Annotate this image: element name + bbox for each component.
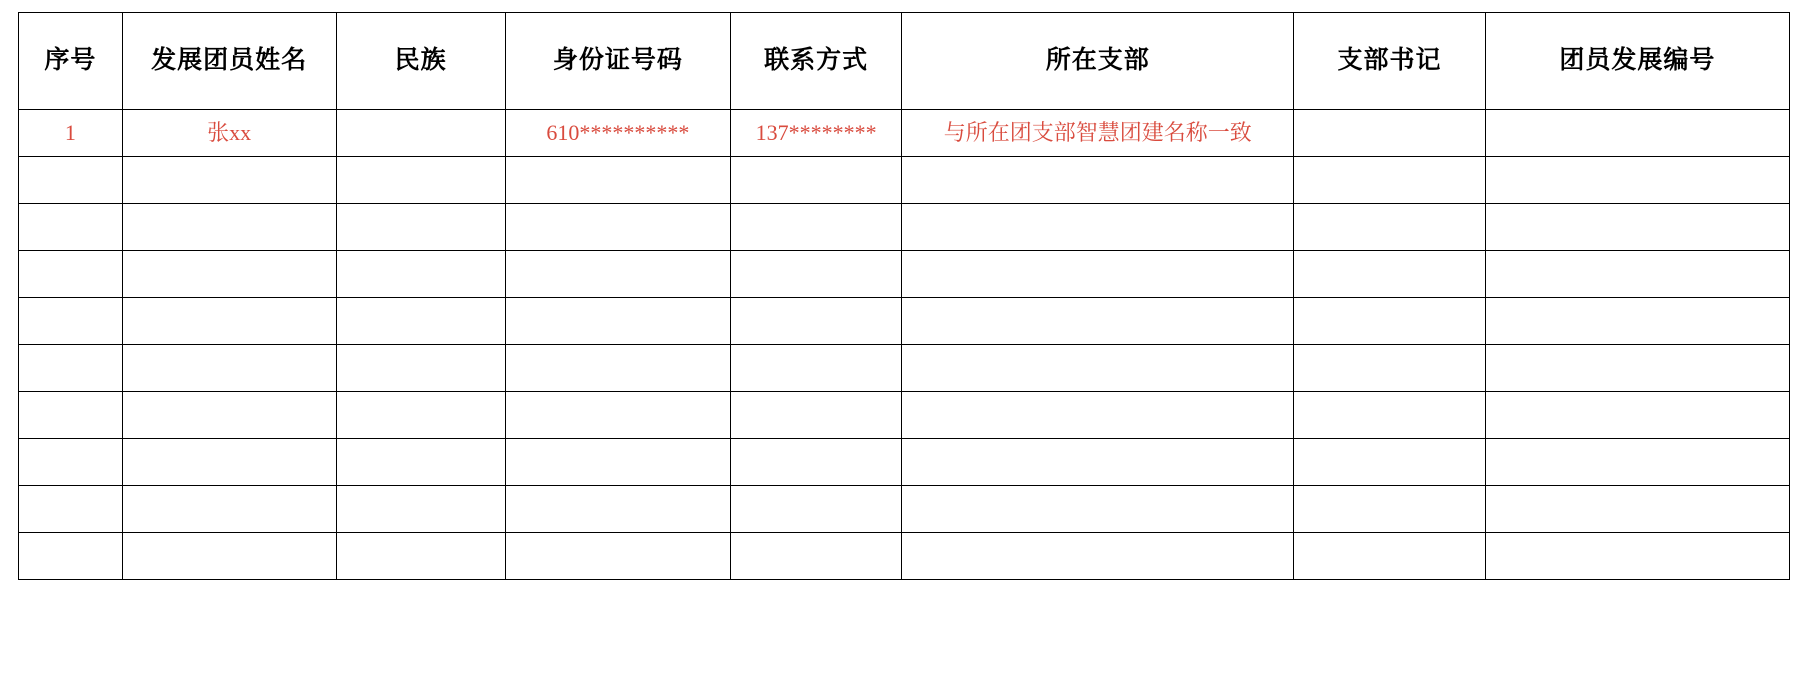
column-header-branch: 所在支部: [902, 13, 1294, 110]
member-development-roster-table: [18, 12, 1790, 580]
table-row: [19, 251, 1790, 298]
table-row: [19, 110, 1790, 157]
cell-branch-secretary: [1294, 204, 1486, 251]
cell-development-code: [1485, 486, 1789, 533]
cell-id-number: [505, 345, 730, 392]
cell-index: [19, 439, 123, 486]
cell-development-code: [1485, 204, 1789, 251]
cell-development-code: [1485, 533, 1789, 580]
cell-id-number: [505, 157, 730, 204]
table-body: [19, 13, 1790, 580]
cell-contact: [730, 392, 901, 439]
cell-index: [19, 204, 123, 251]
cell-contact: [730, 345, 901, 392]
table-row: [19, 204, 1790, 251]
cell-development-code: [1485, 345, 1789, 392]
cell-branch: [902, 251, 1294, 298]
cell-ethnicity: [336, 392, 505, 439]
cell-name: [122, 157, 336, 204]
column-header-contact: 联系方式: [730, 13, 901, 110]
cell-branch-secretary: [1294, 533, 1486, 580]
cell-ethnicity: [336, 439, 505, 486]
column-header-branch-secretary: 支部书记: [1294, 13, 1486, 110]
cell-id-number: [505, 439, 730, 486]
cell-id-number: [505, 392, 730, 439]
table-row: [19, 533, 1790, 580]
cell-contact: [730, 251, 901, 298]
cell-id-number: [505, 251, 730, 298]
cell-name: [122, 298, 336, 345]
cell-index: [19, 486, 123, 533]
cell-contact: [730, 439, 901, 486]
cell-development-code: [1485, 251, 1789, 298]
cell-index: [19, 157, 123, 204]
cell-development-code: [1485, 439, 1789, 486]
cell-ethnicity: [336, 157, 505, 204]
cell-id-number: 610**********: [505, 110, 730, 157]
cell-id-number: [505, 298, 730, 345]
table-row: [19, 439, 1790, 486]
cell-branch: [902, 486, 1294, 533]
cell-ethnicity: [336, 110, 505, 157]
cell-branch: [902, 298, 1294, 345]
cell-ethnicity: [336, 298, 505, 345]
cell-branch: [902, 533, 1294, 580]
cell-index: 1: [19, 110, 123, 157]
cell-index: [19, 298, 123, 345]
cell-name: [122, 204, 336, 251]
cell-branch: [902, 157, 1294, 204]
cell-branch: 与所在团支部智慧团建名称一致: [902, 110, 1294, 157]
cell-index: [19, 533, 123, 580]
cell-branch-secretary: [1294, 345, 1486, 392]
cell-ethnicity: [336, 345, 505, 392]
cell-contact: [730, 157, 901, 204]
column-header-index: 序号: [19, 13, 123, 110]
column-header-development-code: 团员发展编号: [1485, 13, 1789, 110]
cell-contact: 137********: [730, 110, 901, 157]
cell-ethnicity: [336, 533, 505, 580]
table-row: [19, 392, 1790, 439]
cell-index: [19, 392, 123, 439]
cell-contact: [730, 298, 901, 345]
table-row: [19, 486, 1790, 533]
cell-contact: [730, 533, 901, 580]
cell-name: [122, 392, 336, 439]
column-header-id-number: 身份证号码: [505, 13, 730, 110]
table-row: [19, 298, 1790, 345]
column-header-ethnicity: 民族: [336, 13, 505, 110]
cell-name: 张xx: [122, 110, 336, 157]
cell-development-code: [1485, 157, 1789, 204]
cell-ethnicity: [336, 204, 505, 251]
cell-branch-secretary: [1294, 298, 1486, 345]
cell-name: [122, 345, 336, 392]
cell-development-code: [1485, 110, 1789, 157]
cell-index: [19, 345, 123, 392]
cell-branch: [902, 392, 1294, 439]
cell-contact: [730, 204, 901, 251]
cell-branch: [902, 439, 1294, 486]
cell-branch-secretary: [1294, 392, 1486, 439]
cell-ethnicity: [336, 251, 505, 298]
cell-name: [122, 533, 336, 580]
table-row: [19, 157, 1790, 204]
cell-id-number: [505, 533, 730, 580]
cell-name: [122, 486, 336, 533]
cell-development-code: [1485, 392, 1789, 439]
cell-branch: [902, 204, 1294, 251]
cell-name: [122, 251, 336, 298]
cell-branch-secretary: [1294, 110, 1486, 157]
column-header-name: 发展团员姓名: [122, 13, 336, 110]
cell-branch: [902, 345, 1294, 392]
cell-ethnicity: [336, 486, 505, 533]
cell-branch-secretary: [1294, 486, 1486, 533]
cell-branch-secretary: [1294, 251, 1486, 298]
cell-branch-secretary: [1294, 157, 1486, 204]
cell-branch-secretary: [1294, 439, 1486, 486]
cell-name: [122, 439, 336, 486]
cell-development-code: [1485, 298, 1789, 345]
cell-contact: [730, 486, 901, 533]
cell-index: [19, 251, 123, 298]
cell-id-number: [505, 486, 730, 533]
table-row: [19, 345, 1790, 392]
cell-id-number: [505, 204, 730, 251]
table-header-row: [19, 13, 1790, 110]
